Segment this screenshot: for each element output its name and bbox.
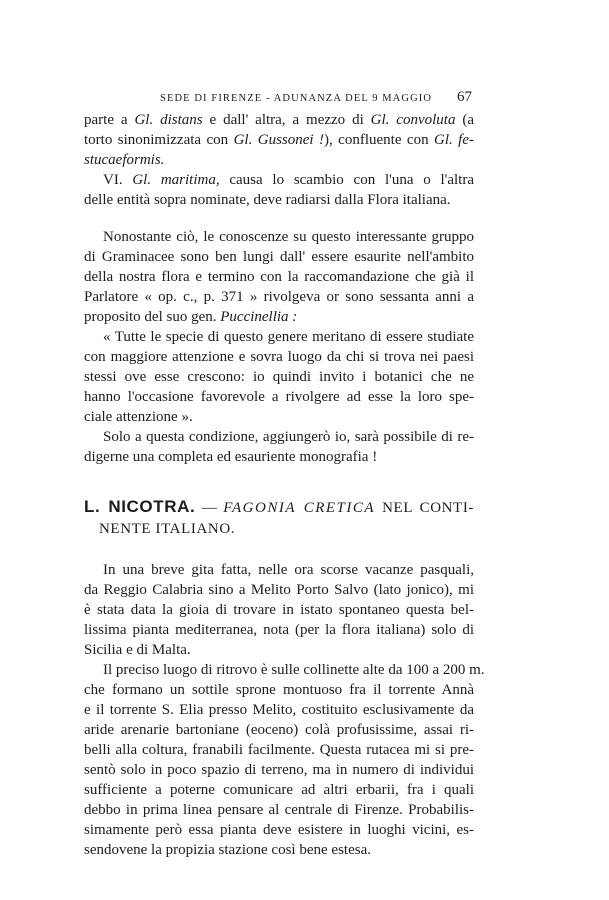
quote-line: con maggiore attenzione e sovra luogo da chi si trova nei paesi [84,349,474,365]
text-line: belli alla coltura, franabili facilmente. Questa rutacea mi si pre- [84,742,474,758]
text-line: Sicilia e di Malta. [84,642,191,658]
section-heading-continued: NENTE ITALIANO. [99,521,236,537]
text-line: debbo in prima linea pensare al centrale di Firenze. Probabilis- [84,802,474,818]
text-line: parte a Gl. distans e dall' altra, a mezzo di Gl. convoluta (a [84,112,475,128]
running-header: SEDE DI FIRENZE - ADUNANZA DEL 9 MAGGIO [160,93,433,104]
text-line: Solo a questa condizione, aggiungerò io, sarà possibile di re- [103,429,474,445]
section-author: L. NICOTRA. [84,497,196,516]
text-line: aride arenarie bartoniane (eoceno) colà profusissime, assai ri- [84,722,474,738]
text-line: torto sinonimizzata con Gl. Gussonei !), confluente con Gl. fe- [84,132,474,148]
section-title: FAGONIA CRETICA [223,500,376,516]
text-line: che formano un sottile sprone montuoso fra il torrente Annà [84,682,474,698]
quote-line: hanno l'occasione favorevole a rivolgere ad esse la loro spe- [84,389,474,405]
page-number: 67 [457,89,472,105]
text-line: sufficiente a poterne comunicare ad altri erbarii, fra i quali [84,782,474,798]
text-line: da Reggio Calabria sino a Melito Porto Salvo (lato jonico), mi [84,582,474,598]
text-line: sentò solo in poco spazio di terreno, ma in numero di individui [84,762,474,778]
text-line: Nonostante ciò, le conoscenze su questo interessante gruppo [103,229,474,245]
text-line: Parlatore « op. c., p. 371 » rivolgeva or sono sessanta anni a [84,289,474,305]
text-line: lissima pianta mediterranea, nota (per la flora italiana) solo di [84,622,474,638]
quote-line: ciale attenzione ». [84,409,193,425]
text-line: stucaeformis. [84,152,165,168]
text-line: della nostra flora e termino con la raccomandazione che già il [84,269,474,285]
text-line: delle entità sopra nominate, deve radiarsi dalla Flora italiana. [84,192,451,208]
text-line: In una breve gita fatta, nelle ora scorse vacanze pasquali, [103,562,474,578]
text-line: VI. Gl. maritima, causa lo scambio con l'una o l'altra [103,172,474,188]
text-line: è stata data la gioia di trovare in istato spontaneo questa bel- [84,602,474,618]
text-line: proposito del suo gen. Puccinellia : [84,309,298,325]
section-heading: L. NICOTRA. — FAGONIA CRETICA NEL CONTI- [84,497,475,516]
text-line: e il torrente S. Elia presso Melito, costituito esclusivamente da [84,702,474,718]
quote-line: « Tutte le specie di questo genere meritano di essere studiate [103,329,474,345]
text-line: di Graminacee sono ben lungi dall' essere esaurite nell'ambito [84,249,474,265]
text-line: simamente però essa pianta deve esistere in luoghi vicini, es- [84,822,474,838]
text-line: sendovene la propizia stazione così bene estesa. [84,842,371,858]
text-line: digerne una completa ed esauriente monografia ! [84,449,378,465]
quote-line: stessi ove esse crescono: io quindi invito i botanici che ne [84,369,474,385]
text-line: Il preciso luogo di ritrovo è sulle collinette alte da 100 a 200 m. [103,662,485,678]
